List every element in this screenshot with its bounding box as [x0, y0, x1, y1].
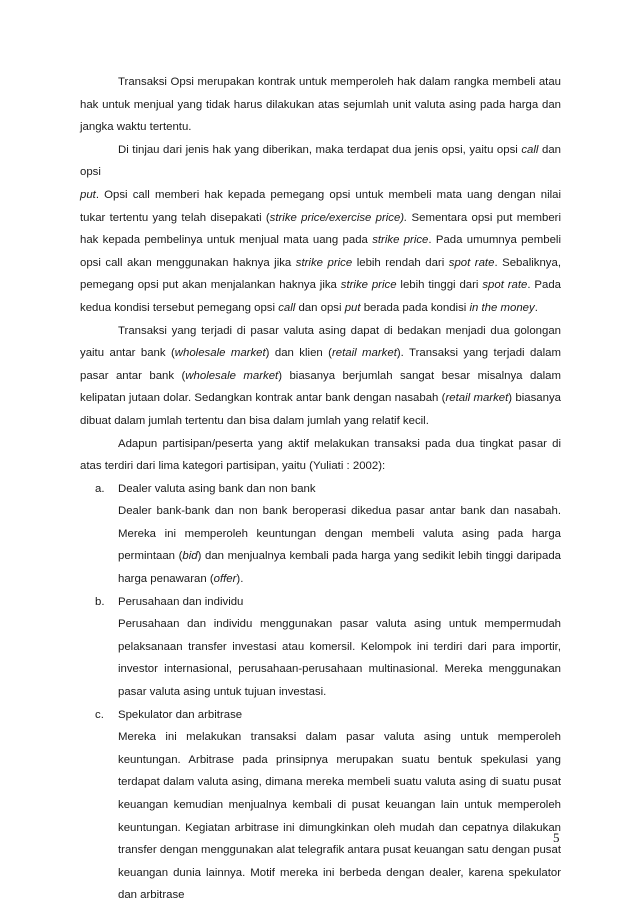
list-item-title: Perusahaan dan individu	[118, 595, 244, 608]
paragraph-option-types: Di tinjau dari jenis hak yang diberikan, maka terdapat dua jenis opsi, yaitu opsi call dan opsi	[80, 143, 561, 179]
body-text	[80, 71, 561, 907]
list-item-title: Dealer valuta asing bank dan non bank	[118, 482, 316, 495]
list-item-a-heading	[95, 478, 561, 501]
paragraph-market-types: Transaksi yang terjadi di pasar valuta asing dapat di bedakan menjadi dua golongan yaitu antar bank (wholesale market) dan klien (retail market). Transaksi yang terjadi dalam pasar antar bank (wholesale market) biasanya berjumlah sangat besar misalnya dalam kelipatan jutaan dolar. Sedangkan kontrak antar bank dengan nasabah (retail market) biasanya dibuat dalam jumlah tertentu dan bisa dalam jumlah yang relatif kecil.	[80, 324, 561, 427]
list-item-a-body: Dealer bank-bank dan non bank beroperasi dikedua pasar antar bank dan nasabah. Mereka ini memperoleh keuntungan dengan membeli valuta asing pada harga permintaan (bid) dan menjualnya kembali pada harga yang sedikit lebih tinggi daripada harga penawaran (offer).	[118, 505, 561, 586]
list-item-b-body: Perusahaan dan individu menggunakan pasar valuta asing untuk mempermudah pelaksanaan transfer investasi atau komersil. Kelompok ini terdiri dari para importir, investor internasional, perusahaan-perusahaan multinasional. Mereka menggunakan pasar valuta asing untuk tujuan investasi.	[118, 618, 561, 699]
list-item-c-body: Mereka ini melakukan transaksi dalam pasar valuta asing untuk memperoleh keuntungan. Arbitrase pada prinsipnya merupakan suatu bentuk spekulasi yang terdapat dalam valuta asing, dimana mereka membeli suatu valuta asing di suatu pusat keuangan kemudian menjualnya kembali di pusat keuangan lain untuk memperoleh keuntungan. Kegiatan arbitrase ini dimungkinkan oleh mudah dan cepatnya dilakukan transfer dengan menggunakan alat telegrafik antara pusat keuangan satu dengan pusat keuangan dunia lainnya. Motif mereka ini berbeda dengan dealer, karena spekulator dan arbitrase	[118, 731, 561, 902]
list-item-b-heading	[95, 591, 561, 614]
paragraph-participants: Adapun partisipan/peserta yang aktif melakukan transaksi pada dua tingkat pasar di atas terdiri dari lima kategori partisipan, yaitu (Yuliati : 2002):	[80, 437, 561, 473]
list-item-title: Spekulator dan arbitrase	[118, 708, 243, 721]
list-item-c-heading	[95, 704, 561, 727]
page-number: 5	[553, 830, 560, 845]
list-marker: a.	[95, 482, 105, 495]
paragraph-option-definition: Transaksi Opsi merupakan kontrak untuk memperoleh hak dalam rangka membeli atau hak untuk menjual yang tidak harus dilakukan atas sejumlah unit valuta asing pada harga dan jangka waktu tertentu.	[80, 76, 561, 134]
list-marker: c.	[95, 708, 104, 721]
paragraph-option-types-cont: put. Opsi call memberi hak kepada pemegang opsi untuk membeli mata uang dengan nilai tukar tertentu yang telah disepakati (strike price/exercise price). Sementara opsi put memberi hak kepada pembelinya untuk menjual mata uang pada strike price. Pada umumnya pembeli opsi call akan menggunakan haknya jika strike price lebih rendah dari spot rate. Sebaliknya, pemegang opsi put akan menjalankan haknya jika strike price lebih tinggi dari spot rate. Pada kedua kondisi tersebut pemegang opsi call dan opsi put berada pada kondisi in the money.	[80, 188, 562, 314]
list-marker: b.	[95, 595, 105, 608]
